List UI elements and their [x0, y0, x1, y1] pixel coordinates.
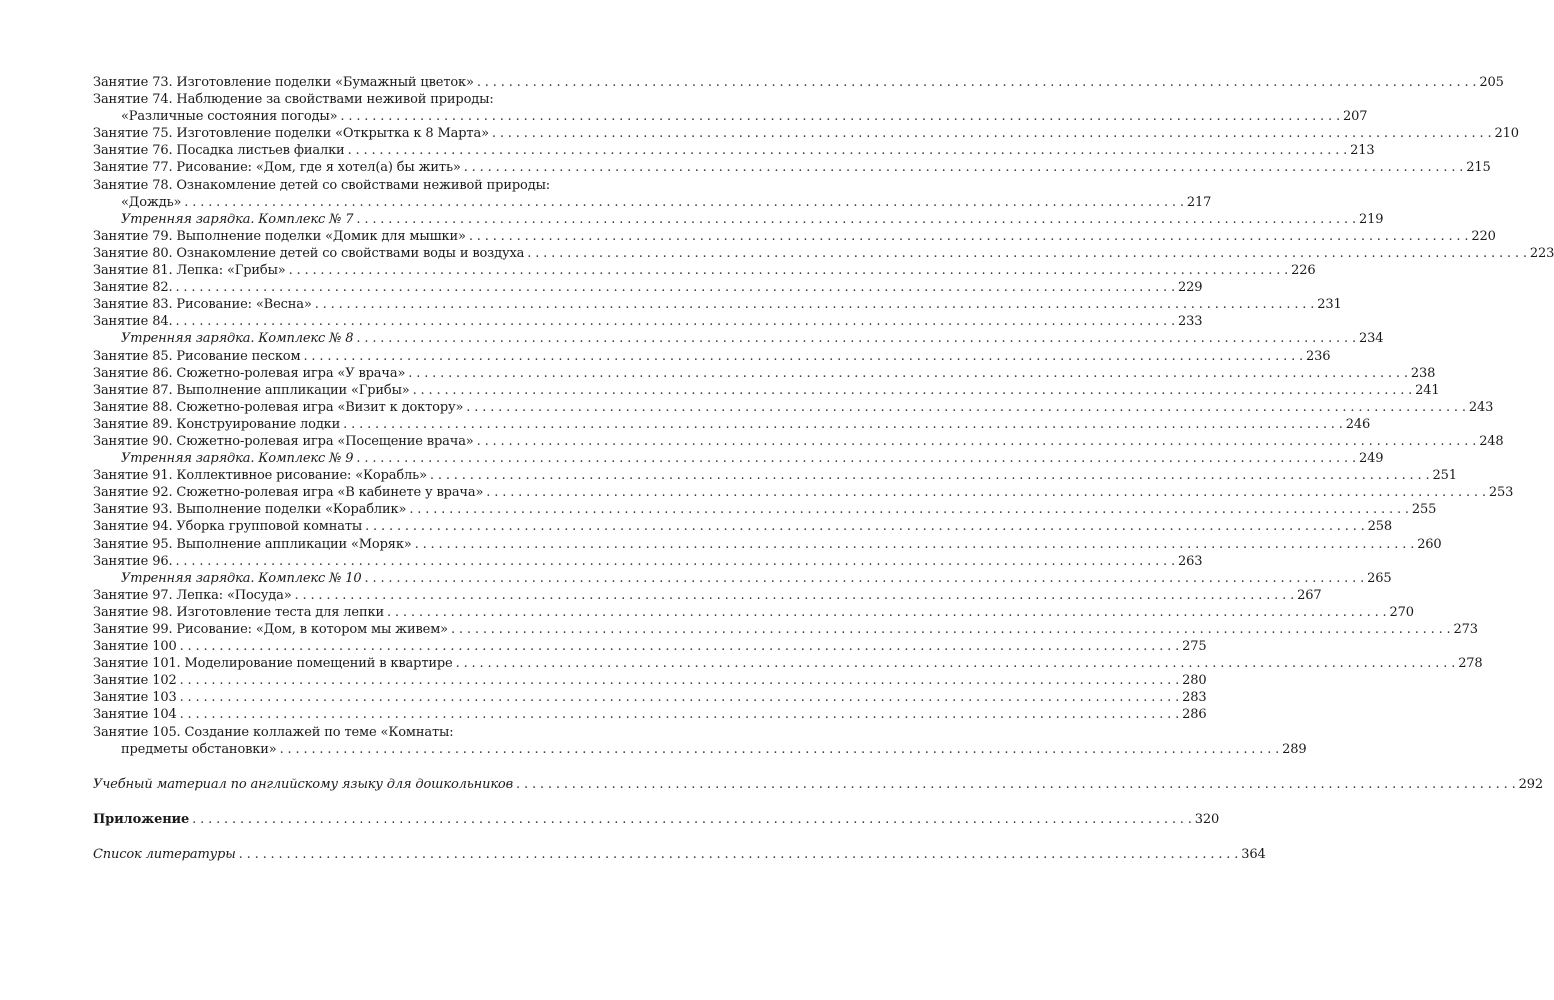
toc-entry[interactable] [93, 776, 1543, 793]
toc-entry[interactable] [93, 142, 1375, 159]
toc-entry-page: 263 [1178, 553, 1203, 569]
toc-entry-title: Занятие 84. [93, 314, 173, 330]
toc-entry-title: Занятие 89. Конструирование лодки [93, 416, 341, 432]
toc-entry[interactable] [93, 467, 1457, 484]
toc-entry-page: 258 [1367, 519, 1393, 535]
dot-leader [175, 553, 1175, 570]
dot-leader [408, 365, 1408, 382]
toc-entry-title: Список литературы [93, 846, 236, 862]
toc-entry[interactable] [93, 811, 1220, 828]
dot-leader [295, 587, 1295, 604]
toc-entry-title: Занятие 81. Лепка: «Грибы» [93, 263, 286, 279]
toc-entry[interactable] [93, 655, 1483, 672]
toc-entry-title: Занятие 76. Посадка листьев фиалки [93, 143, 345, 159]
toc-entry-title: Утренняя зарядка. Комплекс № 10 [121, 570, 362, 586]
toc-entry-title: Занятие 99. Рисование: «Дом, в котором мы живем» [93, 622, 448, 637]
toc-entry-title: Учебный материал по английскому языку для дошкольников [93, 776, 514, 792]
toc-entry-title: Утренняя зарядка. Комплекс № 8 [121, 331, 354, 347]
toc-entry-page: 231 [1317, 297, 1342, 313]
toc-entry[interactable] [93, 74, 1504, 91]
toc-entry-title: Занятие 82. [93, 280, 173, 296]
toc-entry[interactable] [93, 587, 1322, 604]
toc-entry-page: 226 [1291, 263, 1316, 279]
dot-leader [356, 211, 1356, 228]
toc-entry[interactable] [93, 484, 1514, 501]
toc-entry[interactable] [93, 159, 1491, 176]
toc-entry-title: Занятие 74. Наблюдение за свойствами неживой природы: [93, 92, 494, 108]
toc-entry-title: Утренняя зарядка. Комплекс № 9 [121, 451, 354, 467]
toc-entry[interactable] [93, 724, 607, 741]
toc-entry-page: 320 [1194, 811, 1220, 827]
toc-entry-page: 243 [1468, 399, 1494, 415]
toc-entry-title: Занятие 98. Изготовление теста для лепки [93, 604, 384, 620]
toc-entry-title: Занятие 73. Изготовление поделки «Бумажный цветок» [93, 75, 474, 90]
toc-entry[interactable] [93, 553, 1203, 570]
toc-entry-title: Занятие 77. Рисование: «Дом, где я хотел(а) бы жить» [93, 160, 461, 176]
toc-entry-page: 265 [1367, 570, 1392, 586]
toc-entry-title: Занятие 79. Выполнение поделки «Домик для мышки» [93, 228, 466, 244]
dot-leader [365, 518, 1365, 535]
toc-entry[interactable] [93, 108, 1368, 125]
toc-entry[interactable] [93, 570, 1392, 587]
section-spacer [93, 793, 607, 811]
toc-entry[interactable] [93, 536, 1442, 553]
toc-entry[interactable] [93, 125, 1519, 142]
dot-leader [415, 536, 1415, 553]
dot-leader [289, 262, 1289, 279]
toc-entry[interactable] [93, 518, 1393, 535]
toc-entry-page: 364 [1241, 846, 1266, 862]
dot-leader [239, 846, 1239, 863]
toc-entry-title: Занятие 96. [93, 553, 173, 569]
toc-entry-page: 249 [1358, 451, 1384, 467]
toc-entry[interactable] [93, 846, 1266, 863]
toc-entry-page: 278 [1458, 656, 1483, 672]
toc-entry[interactable] [93, 416, 1371, 433]
toc-entry-title: Занятие 93. Выполнение поделки «Кораблик» [93, 502, 407, 518]
section-spacer [93, 828, 607, 846]
toc-entry[interactable] [93, 399, 1494, 416]
toc-entry-title: Занятие 83. Рисование: «Весна» [93, 297, 312, 313]
toc-entry-title: «Различные состояния погоды» [121, 109, 338, 125]
toc-entry-page: 270 [1389, 604, 1414, 620]
section-spacer [93, 758, 607, 776]
toc-entry-page: 233 [1178, 314, 1203, 330]
toc-entry-page: 210 [1494, 126, 1519, 142]
toc-entry-page: 248 [1479, 433, 1504, 449]
toc-entry-title: Занятие 78. Ознакомление детей со свойствами неживой природы: [93, 177, 551, 193]
toc-entry-page: 236 [1306, 348, 1331, 364]
dot-leader [430, 467, 1430, 484]
toc-entry-page: 213 [1350, 143, 1375, 159]
toc-entry-title: Занятие 95. Выполнение аппликации «Моряк» [93, 536, 412, 552]
toc-entry-page: 255 [1411, 502, 1437, 518]
dot-leader [413, 382, 1413, 399]
dot-leader [365, 570, 1365, 587]
toc-entry-title: Занятие 90. Сюжетно-ролевая игра «Посещение врача» [93, 433, 474, 449]
dot-leader [464, 159, 1464, 176]
dot-leader [356, 330, 1356, 347]
dot-leader [175, 279, 1175, 296]
dot-leader [477, 74, 1477, 91]
toc-entry-title: Занятие 92. Сюжетно-ролевая игра «В кабинете у врача» [93, 485, 484, 501]
dot-leader [192, 811, 1192, 828]
toc-entry[interactable] [93, 604, 1414, 621]
toc-entry-title: Занятие 75. Изготовление поделки «Открытка к 8 Марта» [93, 126, 489, 142]
toc-entry-page: 207 [1342, 109, 1368, 125]
dot-leader [409, 501, 1409, 518]
toc-entry[interactable] [93, 228, 1496, 245]
toc-entry[interactable] [93, 672, 1207, 689]
dot-leader [516, 776, 1516, 793]
toc-entry-page: 267 [1297, 587, 1322, 603]
toc-entry-page: 215 [1466, 160, 1491, 176]
toc-entry[interactable] [93, 450, 1384, 467]
dot-leader [343, 416, 1343, 433]
toc-entry[interactable] [93, 313, 1203, 330]
dot-leader [180, 638, 1180, 655]
dot-leader [180, 689, 1180, 706]
toc-entry[interactable] [93, 433, 1504, 450]
toc-entry-title: Занятие 85. Рисование песком [93, 348, 301, 364]
toc-entry-page: 205 [1479, 75, 1504, 90]
dot-leader [348, 142, 1348, 159]
toc-entry-title: Занятие 97. Лепка: «Посуда» [93, 587, 292, 603]
toc-entry-page: 289 [1282, 741, 1307, 757]
toc-entry-title: Занятие 88. Сюжетно-ролевая игра «Визит к доктору» [93, 399, 464, 415]
toc-entry[interactable] [93, 348, 1331, 365]
toc-entry[interactable] [93, 330, 1384, 347]
dot-leader [492, 125, 1492, 142]
dot-leader [456, 655, 1456, 672]
toc-entry-page: 229 [1178, 280, 1203, 296]
toc-entry[interactable] [93, 279, 1203, 296]
toc-entry-title: Занятие 100 [93, 639, 177, 655]
dot-leader [340, 108, 1340, 125]
dot-leader [469, 228, 1469, 245]
dot-leader [356, 450, 1356, 467]
toc-entry[interactable] [93, 296, 1342, 313]
toc-entry[interactable] [93, 638, 1207, 655]
toc-entry[interactable] [93, 365, 1436, 382]
toc-entry-page: 217 [1186, 194, 1212, 210]
dot-leader [387, 604, 1387, 621]
toc-entry-title: Занятие 80. Ознакомление детей со свойствами воды и воздуха [93, 245, 525, 261]
toc-entry-title: Занятие 104 [93, 707, 177, 723]
toc-entry-title: «Дождь» [121, 194, 182, 210]
toc-entry[interactable] [93, 689, 1207, 706]
toc-entry-title: предметы обстановки» [121, 741, 277, 757]
toc-entry[interactable] [93, 194, 1212, 211]
toc-entry-title: Занятие 86. Сюжетно-ролевая игра «У врача» [93, 365, 406, 381]
toc-entry[interactable] [93, 382, 1440, 399]
toc-entry-page: 275 [1182, 639, 1207, 655]
toc-entry-page: 223 [1529, 245, 1554, 261]
toc-entry-page: 238 [1410, 365, 1436, 381]
dot-leader [315, 296, 1315, 313]
dot-leader [175, 313, 1175, 330]
toc-entry[interactable] [93, 706, 1207, 723]
toc-entry-page: 253 [1488, 485, 1514, 501]
dot-leader [527, 245, 1527, 262]
dot-leader [303, 348, 1303, 365]
toc-entry-title: Занятие 105. Создание коллажей по теме «Комнаты: [93, 724, 454, 740]
dot-leader [280, 741, 1280, 758]
toc-entry-page: 280 [1182, 673, 1207, 689]
toc-entry-title: Занятие 103 [93, 690, 177, 706]
dot-leader [451, 621, 1451, 638]
toc-entry-title: Занятие 101. Моделирование помещений в квартире [93, 656, 453, 672]
toc-entry-page: 219 [1358, 211, 1384, 227]
toc-entry-title: Занятие 102 [93, 673, 177, 689]
dot-leader [180, 672, 1180, 689]
toc-entry[interactable] [93, 741, 1307, 758]
toc-entry-page: 241 [1415, 382, 1440, 398]
toc-entry-page: 292 [1518, 776, 1543, 792]
toc-entry-page: 220 [1471, 228, 1496, 244]
toc-entry-page: 251 [1432, 468, 1457, 484]
toc-entry-page: 260 [1417, 536, 1442, 552]
toc-entry[interactable] [93, 501, 1437, 518]
dot-leader [466, 399, 1466, 416]
toc-entry-title: Занятие 94. Уборка групповой комнаты [93, 519, 363, 535]
toc-entry-title: Приложение [93, 811, 190, 827]
toc-entry-page: 246 [1345, 416, 1371, 432]
dot-leader [180, 706, 1180, 723]
dot-leader [184, 194, 1184, 211]
toc-entry[interactable] [93, 91, 607, 108]
toc-entry-title: Занятие 87. Выполнение аппликации «Грибы» [93, 382, 410, 398]
toc-entry[interactable] [93, 211, 1384, 228]
toc-entry-page: 234 [1358, 331, 1384, 347]
toc-entry[interactable] [93, 245, 1554, 262]
toc-entry-title: Утренняя зарядка. Комплекс № 7 [121, 211, 354, 227]
toc-entry[interactable] [93, 262, 1316, 279]
toc-entry-title: Занятие 91. Коллективное рисование: «Корабль» [93, 468, 427, 484]
toc-entry-page: 273 [1453, 622, 1478, 637]
table-of-contents [93, 74, 1554, 863]
toc-entry[interactable] [93, 177, 607, 194]
toc-entry-page: 283 [1182, 690, 1207, 706]
toc-entry[interactable] [93, 621, 1478, 638]
toc-entry-page: 286 [1182, 707, 1207, 723]
dot-leader [477, 433, 1477, 450]
dot-leader [486, 484, 1486, 501]
